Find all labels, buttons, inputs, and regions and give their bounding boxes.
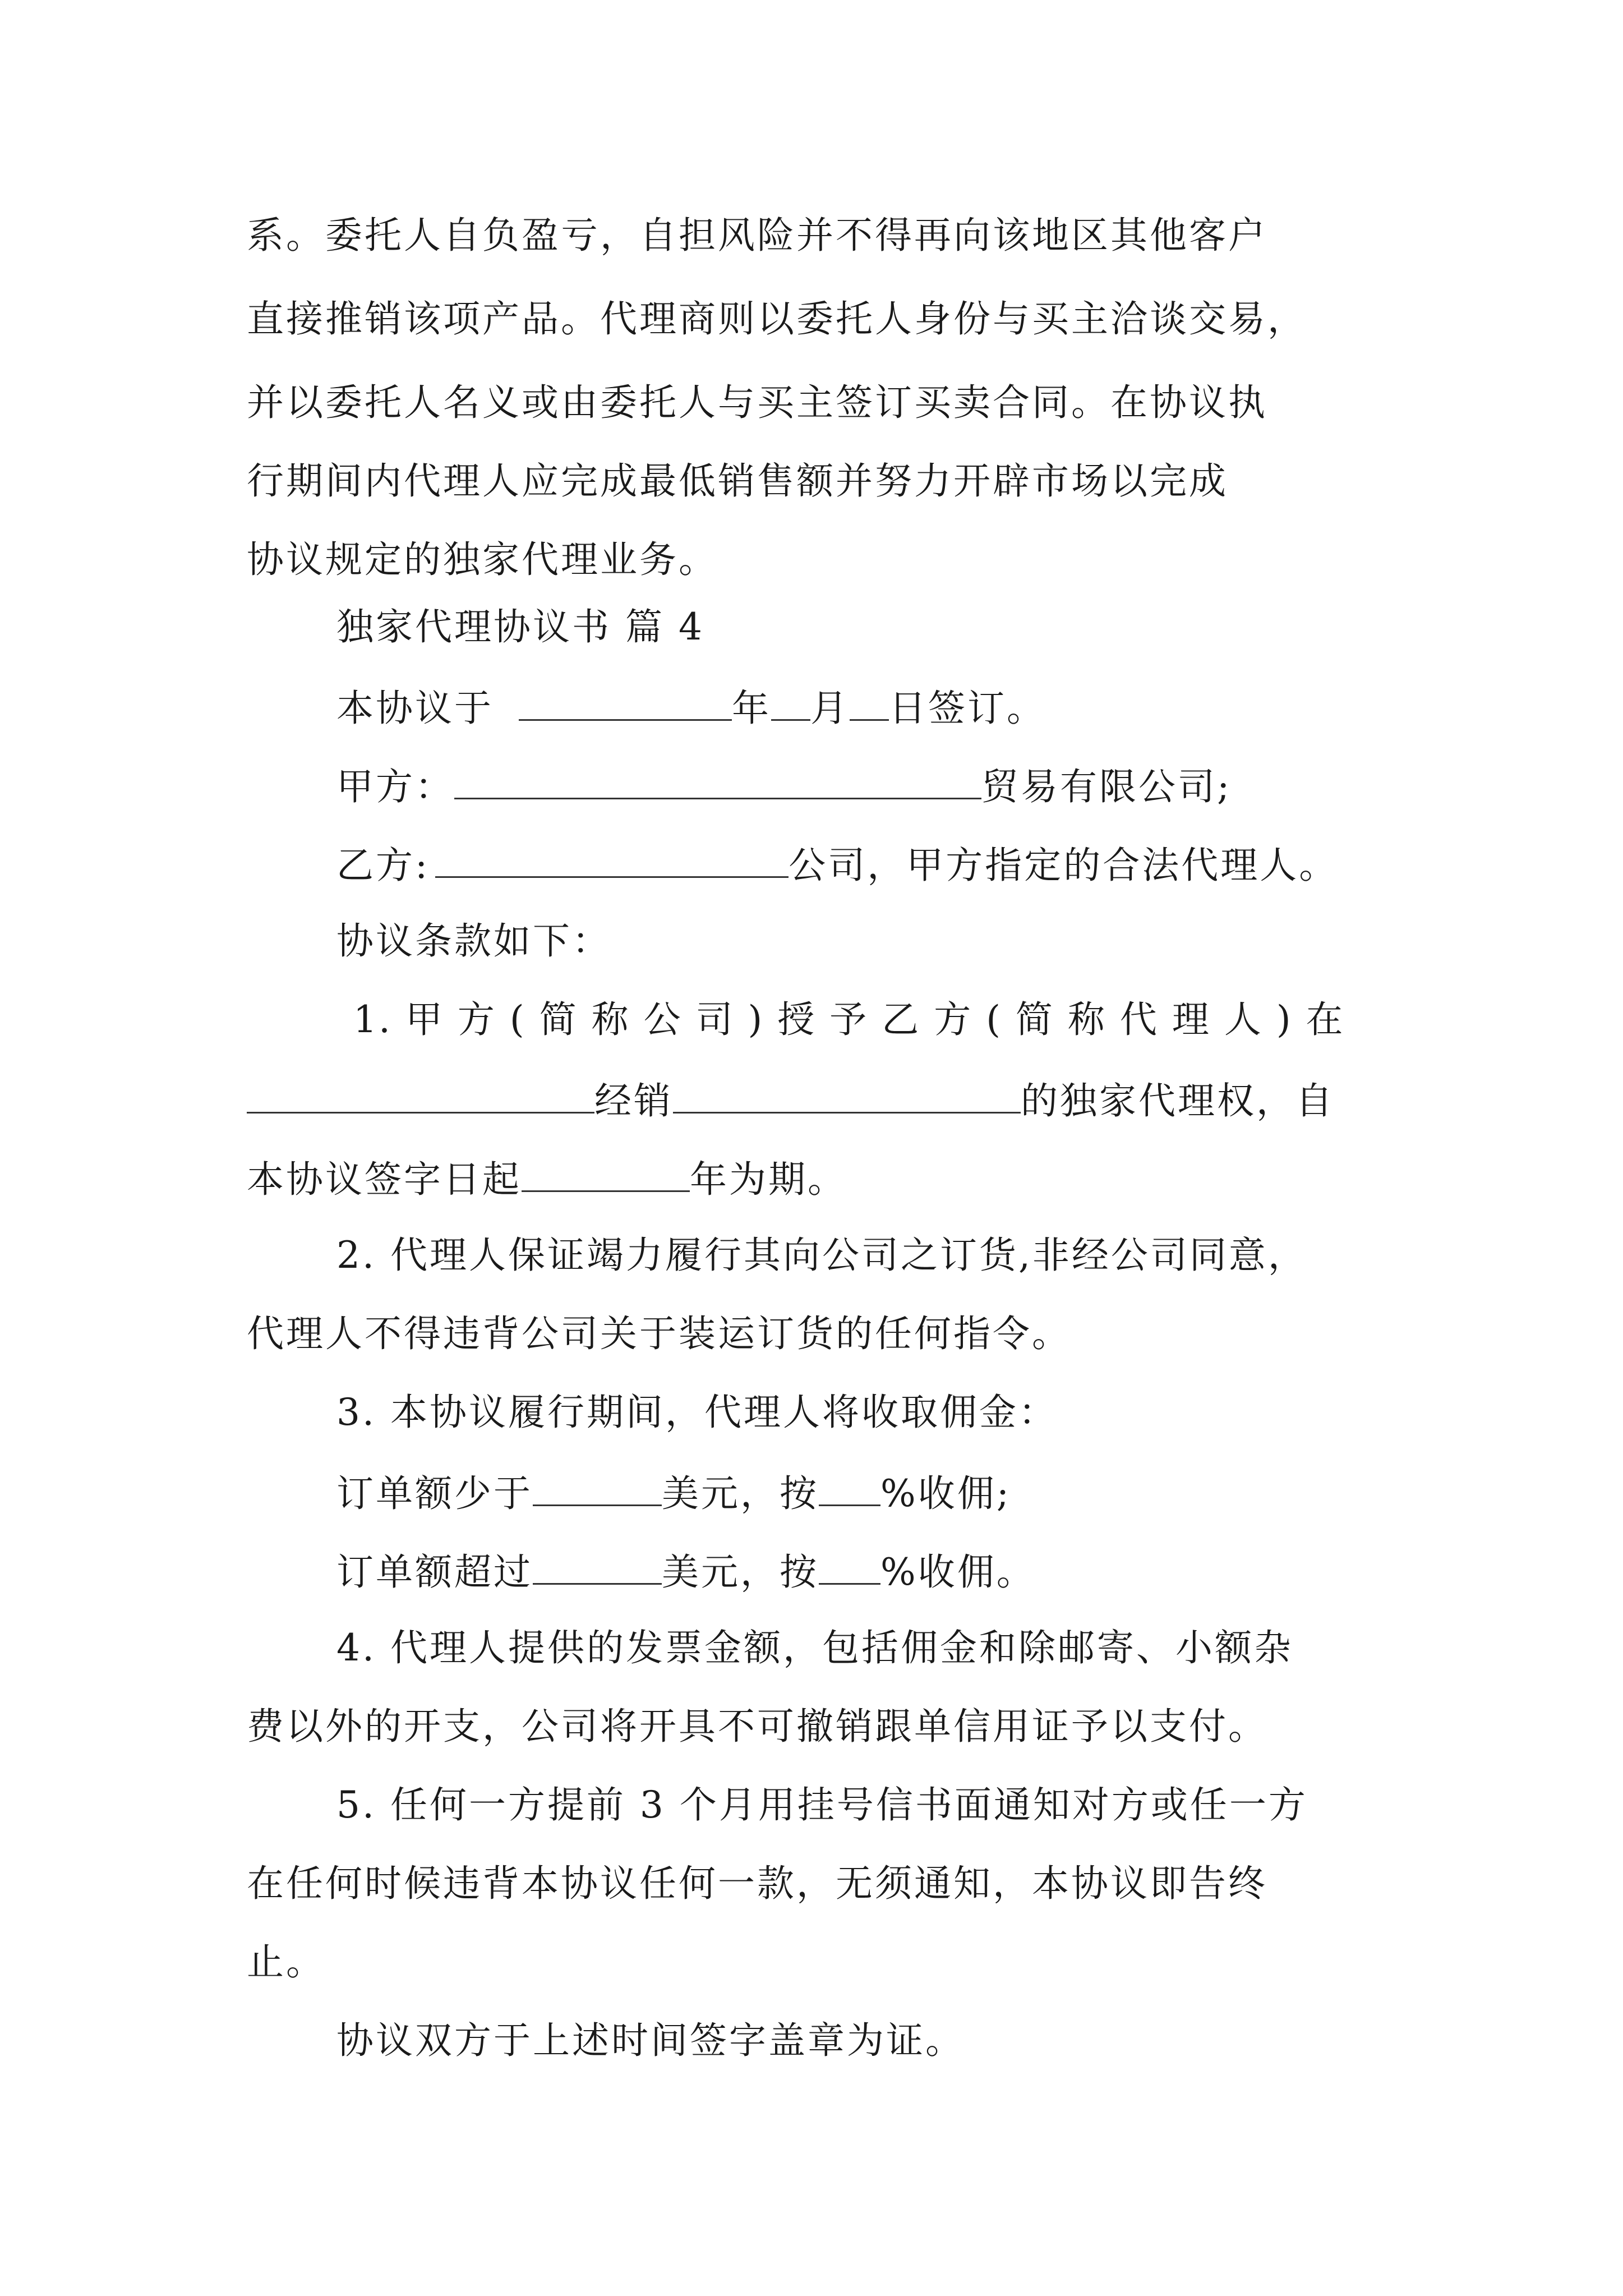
clause2-line2: 代理人不得违背公司关于装运订货的任何指令。	[247, 1312, 1071, 1355]
signed-month-blank	[771, 683, 810, 721]
clause4-line1: 4. 代理人提供的发票金额，包括佣金和除邮寄、小额杂	[336, 1626, 1293, 1669]
clause1-territory-blank	[247, 1076, 594, 1114]
clause1-mid: 经销	[594, 1079, 673, 1122]
party-b-blank	[435, 840, 789, 878]
section-title: 独家代理协议书 篇 4	[336, 605, 704, 648]
signed-month-label: 月	[810, 687, 850, 730]
signed-year-label: 年	[731, 687, 771, 730]
clause3-row2-prefix: 订单额超过	[336, 1550, 533, 1594]
clause1-line1: 1. 甲 方 ( 简 称 公 司 ) 授 予 乙 方 ( 简 称 代 理 人 ) 在	[353, 998, 1345, 1041]
para-prev-line-2: 直接推销该项产品。代理商则以委托人身份与买主洽谈交易，	[247, 297, 1307, 341]
signed-date-line	[336, 683, 1046, 731]
clause3-row2-amount-blank	[533, 1547, 662, 1585]
clause3-row1	[336, 1469, 1011, 1516]
clause3-row2-suffix: %收佣。	[880, 1550, 1036, 1594]
clause3-row1-amount-blank	[533, 1469, 662, 1506]
para-prev-line-3: 并以委托人名义或由委托人与买主签订买卖合同。在协议执	[247, 381, 1267, 424]
signed-prefix: 本协议于	[336, 687, 494, 730]
para-prev-line-5: 协议规定的独家代理业务。	[247, 538, 718, 581]
clause1-years-blank	[522, 1154, 690, 1192]
clause1-tail: 的独家代理权，自	[1021, 1079, 1335, 1122]
terms-intro: 协议条款如下：	[336, 919, 611, 963]
clause3-row1-suffix: %收佣;	[880, 1472, 1011, 1515]
party-b-suffix: 公司，甲方指定的合法代理人。	[789, 844, 1339, 887]
clause1-line3	[247, 1154, 847, 1202]
party-a-label: 甲方：	[336, 765, 454, 808]
party-a-line	[336, 762, 1232, 809]
clause3-row1-prefix: 订单额少于	[336, 1472, 533, 1515]
clause3-row2-mid: 美元，按	[662, 1550, 819, 1594]
clause3-intro: 3. 本协议履行期间，代理人将收取佣金：	[336, 1391, 1058, 1434]
party-b-label: 乙方:	[336, 844, 430, 887]
clause1-line3-prefix: 本协议签字日起	[247, 1158, 522, 1201]
party-a-suffix: 贸易有限公司;	[981, 765, 1232, 808]
clause5-line1: 5. 任何一方提前 3 个月用挂号信书面通知对方或任一方	[336, 1783, 1308, 1826]
clause1-line3-suffix: 年为期。	[690, 1158, 847, 1201]
clause4-line2: 费以外的开支，公司将开具不可撤销跟单信用证予以支付。	[247, 1705, 1267, 1748]
clause3-row1-percent-blank	[819, 1469, 880, 1506]
clause3-row2-percent-blank	[819, 1547, 880, 1585]
signed-year-blank	[519, 683, 732, 721]
clause5-line3: 止。	[247, 1940, 325, 1984]
closing-statement: 协议双方于上述时间签字盖章为证。	[336, 2019, 965, 2062]
clause5-line2: 在任何时候违背本协议任何一款，无须通知，本协议即告终	[247, 1862, 1267, 1905]
party-b-line	[336, 840, 1338, 888]
party-a-blank	[454, 762, 981, 799]
para-prev-line-4: 行期间内代理人应完成最低销售额并努力开辟市场以完成	[247, 459, 1228, 503]
signed-day-label: 日签订。	[888, 687, 1046, 730]
clause1-product-blank	[673, 1076, 1021, 1114]
para-prev-line-1: 系。委托人自负盈亏，自担风险并不得再向该地区其他客户	[247, 214, 1267, 257]
clause2-line1: 2. 代理人保证竭力履行其向公司之订货,非经公司同意，	[336, 1234, 1307, 1277]
clause3-row1-mid: 美元，按	[662, 1472, 819, 1515]
clause1-line2	[247, 1076, 1335, 1124]
signed-day-blank	[850, 683, 889, 721]
clause3-row2	[336, 1547, 1036, 1595]
